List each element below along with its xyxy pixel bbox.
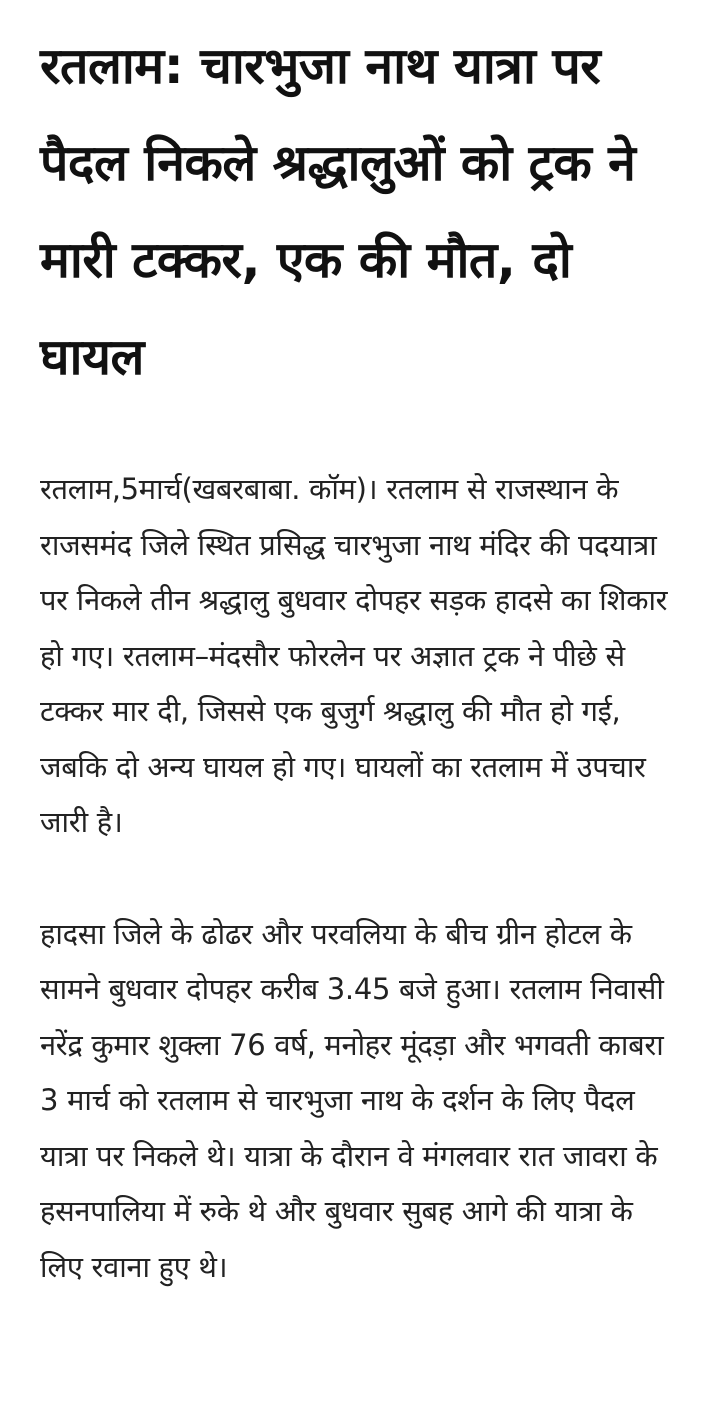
article-paragraph-1: रतलाम,5मार्च(खबरबाबा. कॉम)। रतलाम से राजस्थान के राजसमंद जिले स्थित प्रसिद्ध चारभुजा नाथ मंदिर की पदयात्रा पर निकले तीन श्रद्धालु बुधवार दोपहर सड़क हादसे का शिकार हो गए। रतलाम–मंदसौर फोरलेन पर अज्ञात ट्रक ने पीछे से टक्कर मार दी, जिससे एक बुजुर्ग श्रद्धालु की मौत हो गई, जबकि दो अन्य घायल हो गए। घायलों का रतलाम में उपचार जारी है। — [40, 472, 668, 839]
article-headline: रतलाम: चारभुजा नाथ यात्रा पर पैदल निकले श्रद्धालुओं को ट्रक ने मारी टक्कर, एक की मौत, दो घायल — [40, 37, 636, 386]
article-paragraph-2: हादसा जिले के ढोढर और परवलिया के बीच ग्रीन होटल के सामने बुधवार दोपहर करीब 3.45 बजे हुआ। रतलाम निवासी नरेंद्र कुमार शुक्ला 76 वर्ष, मनोहर मूंदड़ा और भगवती काबरा 3 मार्च को रतलाम से चारभुजा नाथ के दर्शन के लिए पैदल यात्रा पर निकले थे। यात्रा के दौरान वे मंगलवार रात जावरा के हसनपालिया में रुके थे और बुधवार सुबह आगे की यात्रा के लिए रवाना हुए थे। — [40, 916, 664, 1284]
